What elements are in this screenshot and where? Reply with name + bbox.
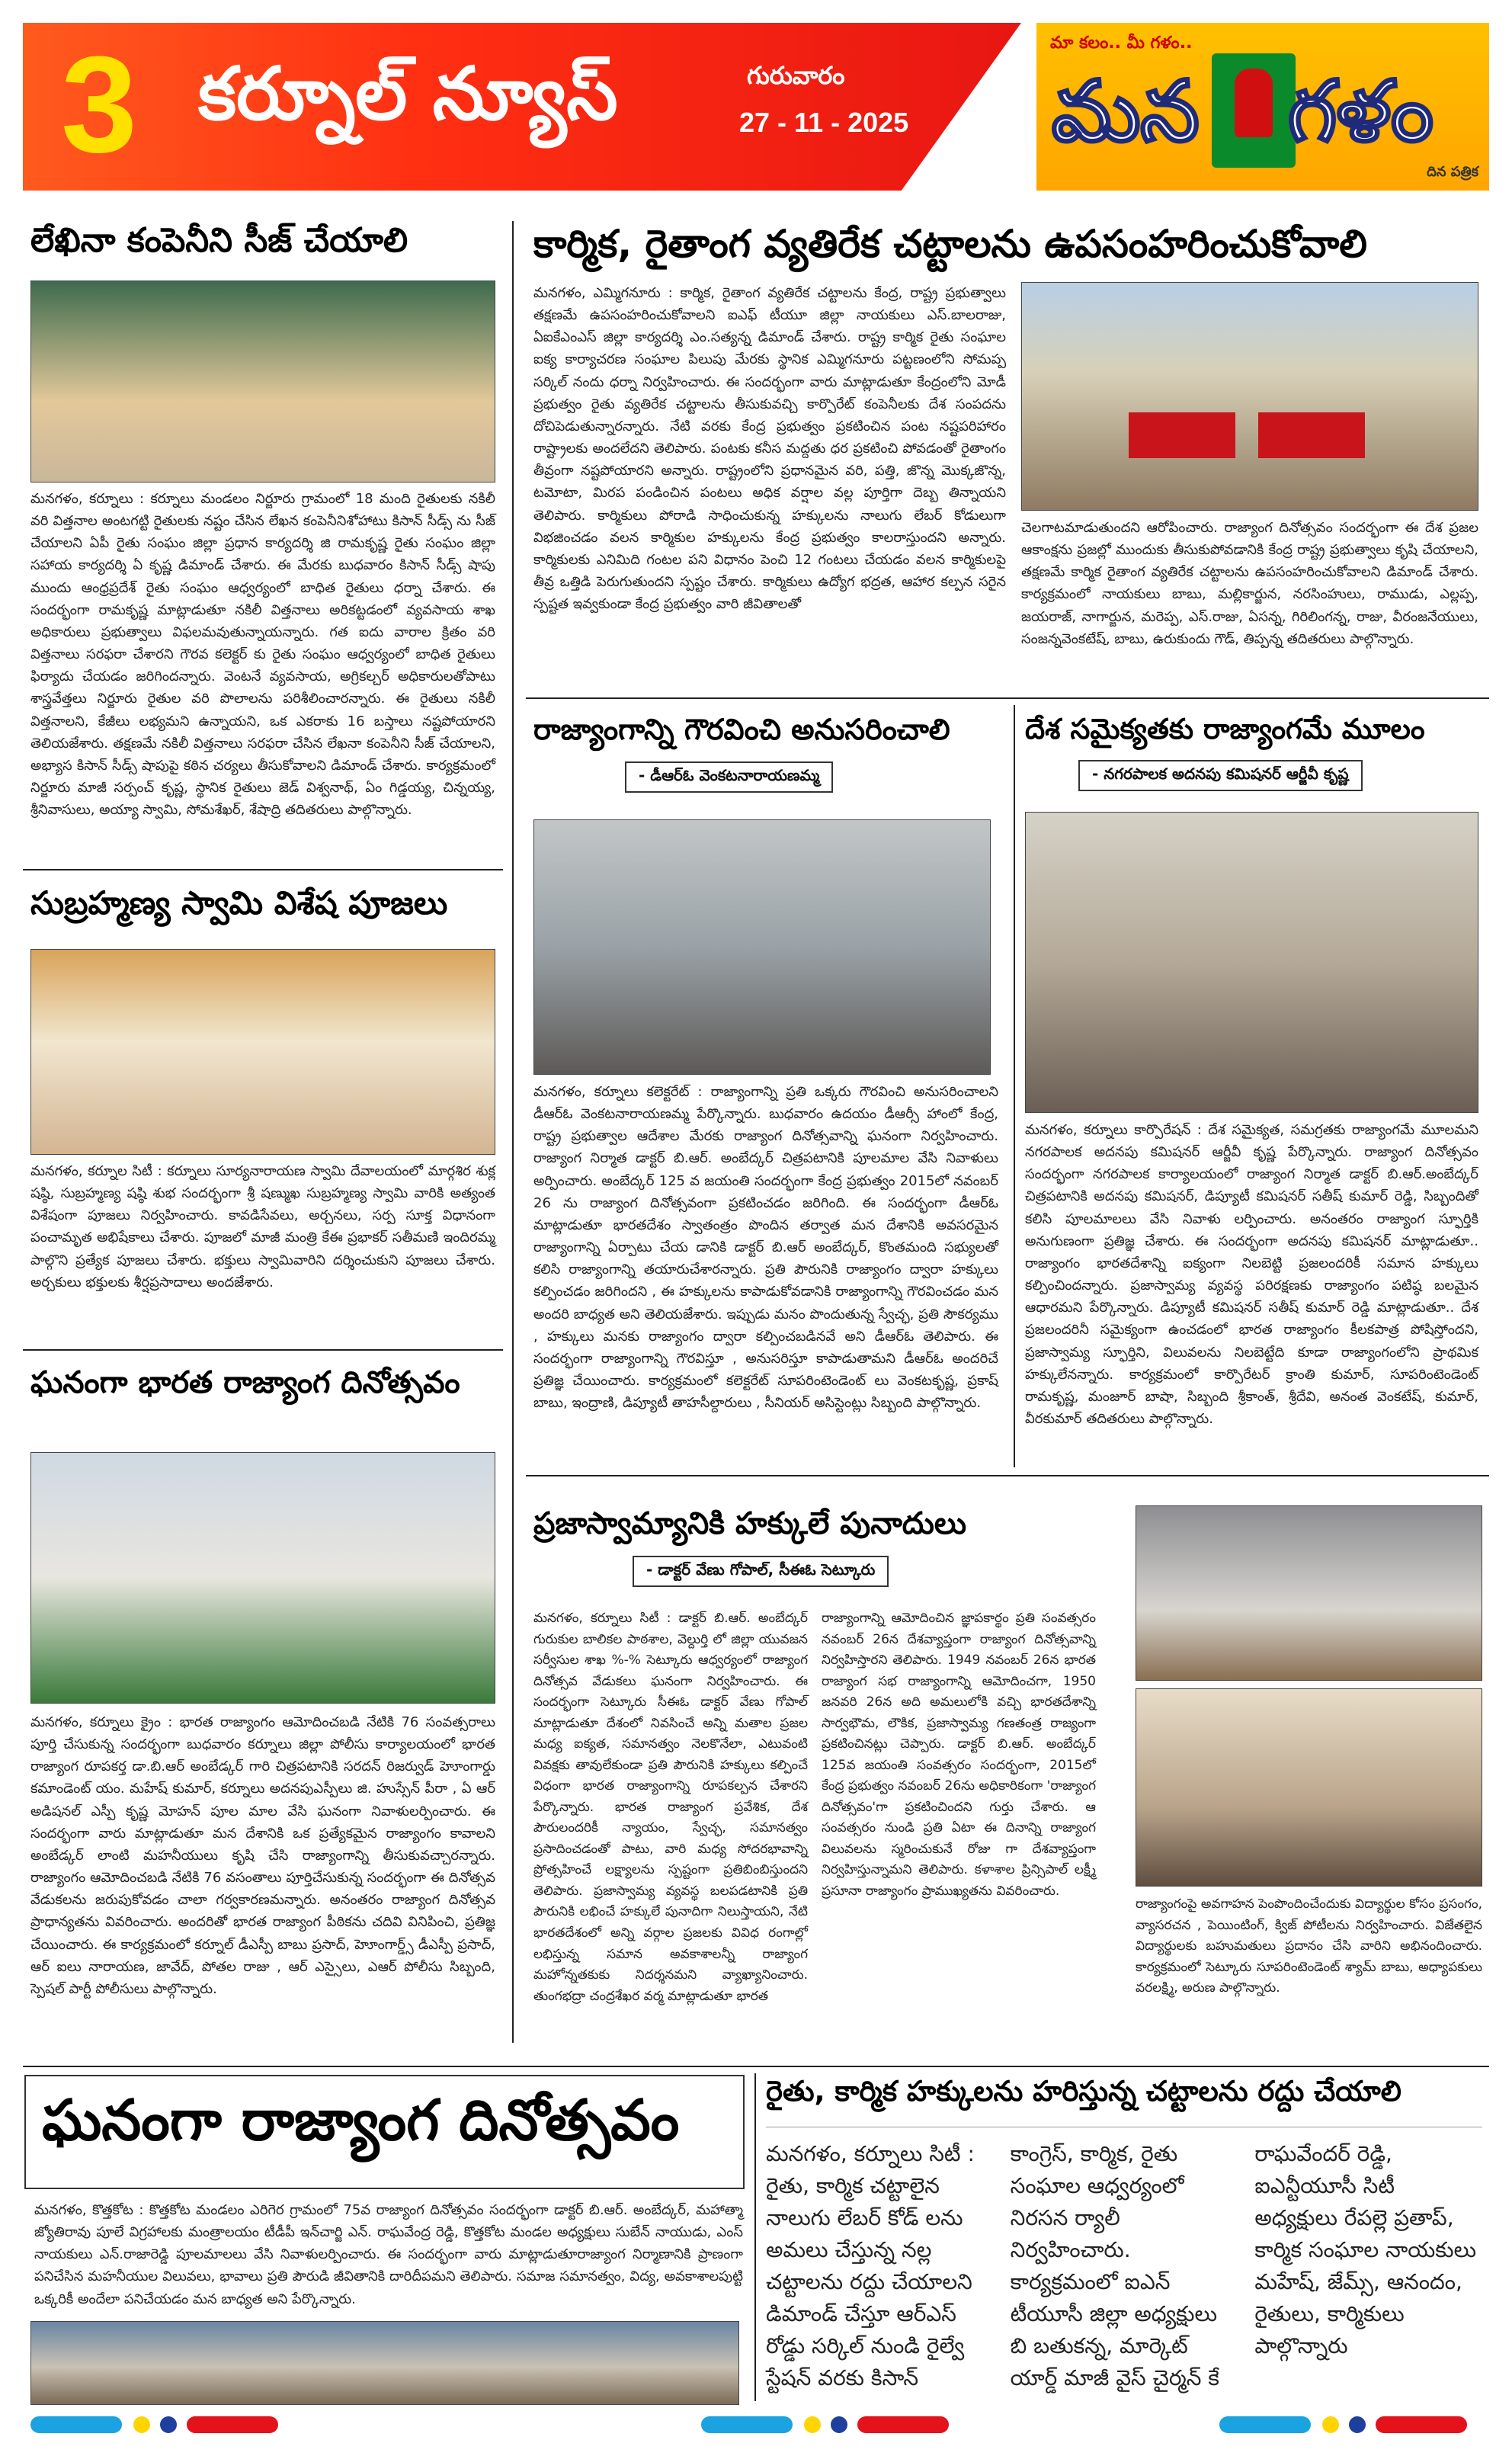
logo-word-mana: మన bbox=[1052, 63, 1200, 160]
section-divider bbox=[23, 1349, 503, 1351]
footer-color-bar bbox=[1219, 2416, 1471, 2433]
article-body: మనగళం, కర్నూలు కార్పొరేషన్ : దేశ సమైక్యత, సమగ్రతకు రాజ్యాంగమే మూలమని నగరపాలక అదనపు కమిషనర్ ఆర్జీవీ కృష్ణ పేర్కొన్నారు. రాజ్యాంగ దినోత్సవం సందర్భంగా నగరపాలక కార్యాలయంలో రాజ్యాంగ నిర్మాత డాక్టర్ బి.ఆర్.అంబేద్కర్ చిత్రపటానికి అదనపు కమిషనర్, డిప్యూటీ కమిషనర్ సతీష్ కుమార్ రెడ్డి, సిబ్బందితో కలిసి పూలమాలలు వేసి నివాళు లర్పించారు. అనంతరం రాజ్యాంగ స్ఫూర్తికి అనుగుణంగా ప్రతిజ్ఞ చేశారు. ఈ సందర్భంగా అదనపు కమిషనర్ మాట్లాడుతూ.. రాజ్యాంగం భారతదేశాన్ని ఐక్యంగా నిలబెట్టి ప్రజలందరికీ సమాన హక్కులు కల్పించిందన్నారు. ప్రజాస్వామ్య వ్యవస్థ పరిరక్షణకు రాజ్యాంగం పటిష్ఠ బలమైన ఆధారమని పేర్కొన్నారు. డిప్యూటీ కమిషనర్ సతీష్ కుమార్ రెడ్డి మాట్లాడుతూ.. దేశ ప్రజలందరినీ సమైక్యంగా ఉంచడంలో భారత రాజ్యాంగం కీలకపాత్ర పోషిస్తోందని, ప్రజాస్వామ్య స్ఫూర్తిని, విలువలను నిలబెట్టేది కూడా రాజ్యాంగంలోని ప్రాథమిక హక్కులేనన్నారు. కార్యక్రమంలో కార్పొరేటర్ క్రాంతి కుమార్, సూపరింటెండెంట్ రామకృష్ణ, మంజూర్ బాషా, సిబ్బంది శ్రీకాంత్, శ్రీదేవి, అనంత వెంకటేష్, కుమార్, వీరకుమార్ తదితరులు పాల్గొన్నారు. bbox=[1025, 1122, 1478, 1428]
article-column-2: కాంగ్రెస్, కార్మిక, రైతు సంఘాల ఆధ్వర్యంలో నిరసన ర్యాలీ నిర్వహించారు. కార్యక్రమంలో ఐఎన్ టీయూసీ జిల్లా అధ్యక్షులు బి బతుకన్న, మార్కెట్ యార్డ్ మాజీ వైస్ చైర్మన్ కే bbox=[1010, 2141, 1219, 2390]
section-divider bbox=[23, 869, 503, 870]
byline: - నగరపాలక అదనపు కమిషనర్ ఆర్జీవీ కృష్ణ bbox=[1078, 760, 1363, 791]
article-body-continued: చెలగాటమాడుతుందని ఆరోపించారు. రాజ్యాంగ దినోత్సవం సందర్భంగా ఈ దేశ ప్రజల ఆకాంక్షను ప్రజల్లో ముందుకు తీసుకుపోవడానికి కేంద్ర రాష్ట్ర ప్రభుత్వాలు కృషి చేయాలని, తక్షణమే కార్మిక రైతాంగ వ్యతిరేక చట్టాలను ఉపసంహరించుకోవాలని డిమాండ్ చేశారు. కార్యక్రమంలో నాయకులు బాబు, మల్లికార్జున, నరసింహులు, రాముడు, ఎల్లప్ప, జయరాజ్, నాగార్జున, మరెప్ప, ఎస్.రాజు, ఏసన్న, గిరిలింగన్న, రాజు, వీరంజనేయులు, సంజన్నవెంకటేష్, బాబు, ఉరుకుందు గౌడ్, తిప్పన్న తదితరులు పాల్గొన్నారు. bbox=[1021, 520, 1478, 647]
article-labour-laws bbox=[533, 221, 1486, 267]
headline: రైతు, కార్మిక హక్కులను హరిస్తున్న చట్టాలను రద్దు చేయాలి bbox=[766, 2075, 1401, 2108]
newspaper-logo bbox=[1036, 23, 1489, 191]
masthead bbox=[23, 23, 1489, 191]
article-subrahmanya-puja bbox=[30, 884, 503, 922]
raised-fist-icon bbox=[1212, 53, 1296, 168]
article-body: మనగళం, ఎమ్మిగనూరు : కార్మిక, రైతాంగ వ్యతిరేక చట్టాలను కేంద్ర, రాష్ట్ర ప్రభుత్వాలు తక్షణమే ఉపసంహరించుకోవాలని ఐఎఫ్ టీయూ జిల్లా నాయకులు ఎస్.బాలరాజు, ఏఐకేఎంఎస్ జిల్లా కార్యదర్శి ఎం.సత్యన్న డిమాండ్ చేశారు. రాష్ట్ర కార్మిక రైతు సంఘాల ఐక్య కార్యాచరణ సంఘాల పిలుపు మేరకు స్థానిక ఎమ్మిగనూరు పట్టణంలోని సోమప్ప సర్కిల్ నందు ధర్నా నిర్వహించారు. ఈ సందర్భంగా వారు మాట్లాడుతూ కేంద్రంలోని మోడీ ప్రభుత్వం రైతు వ్యతిరేక చట్టాలను తీసుకువచ్చి కార్పొరేట్ కంపెనీలకు దేశ సంపదను దోచిపెడుతున్నారన్నారు. నేటి వరకు కేంద్ర ప్రభుత్వం ప్రకటించిన పంట నష్టపరిహారం రాష్ట్రాలకు అందలేదని తెలిపారు. పంటకు కనీస మద్దతు ధర ప్రకటించి పోవడంతో రైతాంగం తీవ్రంగా నష్టపోయారని అన్నారు. రాష్ట్రంలోని ప్రధానమైన వరి, పత్తి, జొన్న మొక్కజొన్న, టమోటా, మిరప పండించిన పంటలు అధిక వర్షాల వల్ల పూర్తిగా దెబ్బ తిన్నాయని తెలిపారు. కార్మికులు పోరాడి సాధించుకున్న హక్కులను నాలుగు లేబర్ కోడులుగా విభజించడం వలన కార్మికుల హక్కులను కేంద్ర ప్రభుత్వం కాలరాస్తుందని అన్నారు. కార్మికులకు ఎనిమిది గంటల పని విధానం పెంచి 12 గంటలు చేయడం వలన కార్మికులపై తీవ్ర ఒత్తిడి పెరుగుతుందని స్పష్టం చేశారు. కార్మికులు ఉద్యోగ భద్రత, ఆహార కల్పన సరైన స్పష్టత ఇవ్వకుండా కేంద్ర ప్రభుత్వం వారి జీవితాలతో bbox=[533, 285, 1006, 613]
photo-corporation-pledge bbox=[1025, 812, 1478, 1113]
article-column-1: మనగళం, కర్నూలు సిటీ : రైతు, కార్మిక చట్టాలైన నాలుగు లేబర్ కోడ్ లను అమలు చేస్తున్న నల్ల చట్టాలను రద్దు చేయాలని డిమాండ్ చేస్తూ ఆర్ఎస్ రోడ్డు సర్కిల్ నుండి రైల్వే స్టేషన్ వరకు కిసాన్ bbox=[766, 2141, 975, 2390]
article-column-3: రాఘవేందర్ రెడ్డి, ఐఎన్టీయూసీ సిటీ అధ్యక్షులు రేపల్లె ప్రతాప్, కార్మిక సంఘాల నాయకులు మహేష్, జేమ్స్, ఆనందం, రైతులు, కార్మికులు పాల్గొన్నారు bbox=[1254, 2141, 1477, 2358]
article-body-continued: రాజ్యాంగాన్ని ఆమోదించిన జ్ఞాపకార్థం ప్రతి సంవత్సరం నవంబర్ 26న దేశవ్యాప్తంగా రాజ్యాంగ దినోత్సవాన్ని నిర్వహిస్తారని తెలిపారు. 1949 నవంబర్ 26న భారత రాజ్యాంగ సభ రాజ్యాంగాన్ని ఆమోదించగా, 1950 జనవరి 26న అది అమలులోకి వచ్చి భారతదేశాన్ని సార్వభౌమ, లౌకిక, ప్రజాస్వామ్య గణతంత్ర రాజ్యంగా ప్రకటించినట్లు చెప్పారు. డాక్టర్ బి.ఆర్. అంబేద్కర్ 125వ జయంతి సంవత్సరం సందర్భంగా, 2015లో కేంద్ర ప్రభుత్వం నవంబర్ 26ను అధికారికంగా 'రాజ్యాంగ దినోత్సవం'గా ప్రకటించిందని గుర్తు చేశారు. ఆ సంవత్సరం నుండి ప్రతి ఏటా ఈ దినాన్ని రాజ్యాంగ విలువలను స్మరించుకునే రోజు గా దేశవ్యాప్తంగా నిర్వహిస్తున్నామని తెలిపారు. కళాశాల ప్రిన్సిపాల్ లక్ష్మీ ప్రసూనా రాజ్యాంగం ప్రాముఖ్యతను వివరించారు. bbox=[822, 1611, 1096, 1899]
article-kothakota-constitution bbox=[42, 2087, 728, 2155]
footer-color-bar bbox=[701, 2416, 953, 2433]
headline: సుబ్రహ్మణ్య స్వామి విశేష పూజలు bbox=[30, 884, 448, 922]
article-body: మనగళం, కర్నూలు : కర్నూలు మండలం నిర్జూరు గ్రామంలో 18 మంది రైతులకు నకిలీ వరి విత్తనాల అంటగట్టి రైతులకు నష్టం చేసిన లేఖన కంపెనీనిశోహాటు కిసాన్ సీడ్స్ ను సీజ్ చేయాలని ఏపీ రైతు సంఘం జిల్లా ప్రధాన కార్యదర్శి జి రామకృష్ణ రైతు సంఘం జిల్లా సహాయ కార్యదర్శి ఏ కృష్ణ డిమాండ్ చేశారు. ఈ మేరకు బుధవారం కిసాన్ సీడ్స్ షాపు ముందు ఆంధ్రప్రదేశ్ రైతు సంఘం ఆధ్వర్యంలో బాధిత రైతులు ధర్నా చేశారు. ఈ సందర్భంగా రామకృష్ణ మాట్లాడుతూ నకిలీ విత్తనాలు అరికట్టడంలో వ్యవసాయ శాఖ అధికారులు ప్రభుత్వాలు విఫలమవుతున్నాయన్నారు. గత ఐదు వారాల క్రితం వరి విత్తనాలు సరఫరా చేశారని గౌరవ కలెక్టర్ కు రైతు సంఘం ఆధ్వర్యంలో బాధిత రైతులు ఫిర్యాదు చేయడం జరిగిందన్నారు. వెంటనే వ్యవసాయ, అగ్రికల్చర్ అధికారులతోపాటు శాస్త్రవేత్తలు నిర్జూరు రైతుల వరి పొలాలను పరిశీలించారన్నారు. ఈ రైతులు నకిలీ విత్తనాలని, కేజీలు లభ్యమని ఉన్నాయని, ఒక ఎకరాకు 16 బస్తాలు నష్టపోయారని తెలియజేశారు. తక్షణమే నకిలీ విత్తనాలు సరఫరా చేసిన లేఖనా కంపెనీని సీజ్ చేయాలని, అభ్యాస కిసాన్ సీడ్స్ షాపుపై కఠిన చర్యలు తీసుకోవాలని డిమాండ్ చేశారు. కార్యక్రమంలో నిర్జూరు మాజీ సర్పంచ్ కృష్ణ, స్థానిక రైతులు జెడ్ విశ్వనాథ్, ఏం గిడ్డయ్య, చిన్నయ్య, శ్రీనివాసులు, అయ్యా స్వామి, సోమశేఖర్, శేషాద్రి తదితరులు పాల్గొన్నారు. bbox=[30, 491, 495, 819]
logo-subtitle: దిన పత్రిక bbox=[1427, 164, 1478, 180]
headline: ఘనంగా రాజ్యాంగ దినోత్సవం bbox=[42, 2088, 680, 2153]
photo-collectorate-pledge bbox=[533, 819, 991, 1075]
photo-union-rally bbox=[1021, 282, 1478, 511]
article-democracy-rights bbox=[533, 1505, 1128, 1587]
photo-farmers-protest-shop bbox=[30, 281, 495, 483]
page-number: 3 bbox=[61, 28, 138, 181]
photo-ambedkar-statue bbox=[30, 2321, 739, 2405]
headline: కార్మిక, రైతాంగ వ్యతిరేక చట్టాలను ఉపసంహరించుకోవాలి bbox=[533, 222, 1367, 266]
article-respect-constitution bbox=[533, 713, 1006, 793]
photo-temple-puja bbox=[30, 949, 495, 1155]
row-divider bbox=[23, 2066, 1489, 2067]
column-divider bbox=[1014, 705, 1015, 1467]
headline: రాజ్యాంగాన్ని గౌరవించి అనుసరించాలి bbox=[533, 713, 950, 746]
issue-date: 27 - 11 - 2025 bbox=[739, 107, 909, 138]
article-police-constitution-day bbox=[30, 1364, 503, 1401]
article-unity-constitution bbox=[1025, 713, 1482, 791]
section-divider bbox=[526, 1475, 1489, 1476]
article-body: మనగళం, కర్నూలు క్రైం : భారత రాజ్యాంగం ఆమోదించబడి నేటికి 76 సంవత్సరాలు పూర్తి చేసుకున్న సందర్భంగా బుధవారం కర్నూలు జిల్లా పోలీసు కార్యాలయంలో భారత రాజ్యాంగ రూపకర్త డా.బి.ఆర్ అంబేడ్కర్ గారి చిత్రపటానికి సరదన్ రిజర్వుడ్ హెూంగార్డు కమాండెంట్ యం. మహేష్ కుమార్, కర్నూలు అదనపుఎస్పీలు జి. హుస్సేన్ పీరా , ఏ ఆర్ అడిషనల్ ఎస్పీ కృష్ణ మోహన్ పూల మాల వేసి ఘనంగా నివాళులర్పించారు. ఈ సందర్భంగా వారు మాట్లాడుతూ మన దేశానికి ఒక ప్రత్యేకమైన రాజ్యాంగం కావాలని అంబేడ్కర్ లాంటి మహనీయులు కృషి చేసి రాజ్యాంగాన్ని తీసుకువచ్చారన్నారు. రాజ్యాంగం ఆమోదించబడి నేటికి 76 వసంతాలు పూర్తిచేసుకున్న సందర్భంగా ఈ దినోత్సవ వేడుకలను జరుపుకోవడం చాలా గర్వకారణమన్నారు. అనంతరం రాజ్యాంగ దినోత్సవ ప్రాధాన్యతను వివరించారు. అందరితో భారత రాజ్యాంగ పీఠికను చదివి వినిపించి, ప్రతిజ్ఞ చేయించారు. ఈ కార్యక్రమంలో కర్నూల్ డీఎస్పీ బాబు ప్రసాద్, హెూంగార్డ్స్ డీఎస్పీ ప్రసాద్, ఆర్ ఐలు నారాయణ, జావేద్, పోతల రాజు , ఆర్ ఎస్సైలు, ఎఆర్ పోలీసు సిబ్బంది, స్పెషల్ పార్టీ పోలీసులు పాల్గొన్నారు. bbox=[30, 1714, 495, 1997]
issue-day: గురువారం bbox=[747, 61, 845, 90]
article-body-continued: రాజ్యాంగంపై అవగాహన పెంపొందించేందుకు విద్యార్థుల కోసం ప్రసంగం, వ్యాసరచన , పెయింటింగ్, క్విజ్ పోటీలను నిర్వహించారు. విజేతలైన విద్యార్థులకు బహుమతులు ప్రదానం చేసి వారిని అభినందించారు. కార్యక్రమంలో సెట్కూరు సూపరింటెండెంట్ శ్యామ్ బాబు, అధ్యాపకులు వరలక్ష్మి, అరుణ పాల్గొన్నారు. bbox=[1136, 1896, 1482, 1996]
headline: లేఖినా కంపెనీని సీజ్ చేయాలి bbox=[30, 221, 408, 260]
section-title: కర్నూల్ న్యూస్ bbox=[198, 51, 618, 136]
article-repeal-laws bbox=[766, 2075, 1486, 2108]
logo-tagline: మా కలం.. మీ గళం.. bbox=[1050, 34, 1193, 53]
banner-iftu bbox=[1258, 412, 1365, 458]
article-seize-company bbox=[30, 221, 503, 261]
banner-aikms bbox=[1129, 412, 1235, 458]
headline: ఘనంగా భారత రాజ్యాంగ దినోత్సవం bbox=[30, 1365, 460, 1400]
article-body: మనగళం, కర్నూలు కలెక్టరేట్ : రాజ్యాంగాన్ని ప్రతి ఒక్కరు గౌరవించి అనుసరించాలని డీఆర్ఓ వెంకటనారాయణమ్మ పేర్కొన్నారు. బుధవారం ఉదయం డీఆర్సీ హాంలో కేంద్ర, రాష్ట్ర ప్రభుత్వాల ఆదేశాల మేరకు రాజ్యాంగ దినోత్సవాన్ని ఘనంగా నిర్వహించారు. రాజ్యాంగ నిర్మాత డాక్టర్ బి.ఆర్. అంబేద్కర్ చిత్రపటానికి పూలమాల వేసి నివాళులు అర్పించారు. అంబేద్కర్ 125 వ జయంతి సందర్భంగా కేంద్ర ప్రభుత్వం 2015లో నవంబర్ 26 ను రాజ్యాంగ దినోత్సవంగా ప్రకటించడం జరిగింది. ఈ సందర్భంగా డీఆర్ఓ మాట్లాడుతూ భారతదేశం స్వాతంత్రం పొందిన తర్వాత మన దేశానికి అవసరమైన రాజ్యాంగాన్ని ఏర్పాటు చేయ డానికి డాక్టర్ బి.ఆర్ అంబేద్కర్, కొంతమంది సభ్యులతో కలిసి రాజ్యాంగాన్ని తయారుచేశారన్నారు. ప్రతి పౌరునికి రాజ్యాంగం ద్వారా హక్కులు కల్పించడం జరిగిందని , ఈ హక్కులను కాపాడుకోవడానికి రాజ్యాంగాన్ని గౌరవించడం మన అందరి బాధ్యత అని తెలియజేశారు. ఇప్పుడు మనం పొందుతున్న స్వేచ్ఛ, ప్రతి సౌకర్యము , హక్కులు మనకు రాజ్యాంగం ద్వారా కల్పించబడినవే అని డీఆర్ఓ తెలిపారు. ఈ సందర్భంగా రాజ్యాంగాన్ని గౌరవిస్తూ , అనుసరిస్తూ కాపాడుతామని డీఆర్ఓ అందరిచే ప్రతిజ్ఞ చేయించారు. కార్యక్రమంలో కలెక్టరేట్ సూపరింటెండెంట్ లు వెంకటకృష్ణ, ప్రకాష్ బాబు, ఇంద్రాణి, డిప్యూటీ తాహసీల్దారులు , సీనియర్ అసిస్టెంట్లు సిబ్బంది పాల్గొన్నారు. bbox=[533, 1084, 998, 1412]
column-divider bbox=[754, 2073, 756, 2401]
section-divider bbox=[526, 697, 1489, 699]
column-divider bbox=[512, 221, 514, 2043]
logo-word-galam: గళం bbox=[1288, 63, 1434, 160]
article-body: మనగళం, కొత్తకోట : కొత్తకోట మండలం ఎరిగెర గ్రామంలో 75వ రాజ్యాంగ దినోత్సవం సందర్భంగా డాక్టర్ బి.ఆర్. అంబేద్కర్, మహాత్మా జ్యోతిరావు పూలే విగ్రహాలకు మంత్రాలయం టీడీపీ ఇన్‌చార్జి ఎన్. రాఘవేంద్ర రెడ్డి, కొత్తకోట మండల అధ్యక్షులు సుబేన్ నాయుడు, ఎంస్ నాయకులు ఎన్.రాజారెడ్డి పూలమాలలు వేసి నివాళులర్పించారు. ఈ సందర్భంగా వారు మాట్లాడుతూరాజ్యాంగ నిర్మాణానికి ప్రాణంగా పనిచేసిన మహనీయుల విలువలు, భావాలు ప్రతి పౌరుడి జీవితానికి దారిదీపమని తెలిపారు. సమాజ సమానత్వం, విద్య, అవకాశాలపుట్టి ఒక్కరికీ అందేలా పనిచేయడం మన బాధ్యత అని పేర్కొన్నారు. bbox=[34, 2202, 743, 2307]
article-body: మనగళం, కర్నూలు సిటీ : డాక్టర్ బి.ఆర్. అంబేద్కర్ గురుకుల బాలికల పాఠశాల, వెల్దుర్తి లో జిల్లా యువజన సర్వీసుల శాఖ %-% సెట్కూరు ఆధ్వర్యంలో రాజ్యాంగ దినోత్సవ వేడుకలు ఘనంగా నిర్వహించారు. ఈ సందర్భంగా సెట్కూరు సీఈఓ డాక్టర్ వేణు గోపాల్ మాట్లాడుతూ దేశంలో నివసించే అన్ని మతాల ప్రజల మధ్య ఐక్యత, సమానత్వం నెలకొనేలా, ఎటువంటి వివక్షకు తావులేకుండా ప్రతి పౌరునికి హక్కులు కల్పించే విధంగా భారత రాజ్యాంగాన్ని రూపకల్పన చేశారని పేర్కొన్నారు. భారత రాజ్యాంగ ప్రవేశిక, దేశ పౌరులందరికీ న్యాయం, స్వేచ్ఛ, సమానత్వం ప్రసాదించడంతో పాటు, వారి మధ్య సోదరభావాన్ని ప్రోత్సహించే లక్ష్యాలను స్పష్టంగా ప్రతిబింబిస్తుందని తెలిపారు. ప్రజాస్వామ్య వ్యవస్థ బలపడటానికి ప్రతి పౌరునికి లభించే హక్కులే పునాదిగా నిలుస్తాయని, నేటి భారతదేశంలో అన్ని వర్గాల ప్రజలకు వివిధ రంగాల్లో లభిస్తున్న సమాన అవకాశాలన్నీ రాజ్యాంగ మహోన్నతకుకు నిదర్శనమని వ్యాఖ్యానించారు. తుంగభద్రా చంద్రశేఖర వర్మ మాట్లాడుతూ భారత bbox=[533, 1611, 808, 2004]
byline: - డీఆర్ఓ వెంకటనారాయణమ్మ bbox=[625, 761, 833, 793]
photo-students-prizes bbox=[1136, 1688, 1482, 1887]
headline: ప్రజాస్వామ్యానికి హక్కులే పునాదులు bbox=[533, 1506, 967, 1541]
article-columns bbox=[766, 2138, 1482, 2394]
photo-school-event bbox=[1136, 1505, 1482, 1681]
footer-color-bar bbox=[30, 2416, 282, 2433]
headline: దేశ సమైక్యతకు రాజ్యాంగమే మూలం bbox=[1025, 713, 1425, 745]
byline: - డాక్టర్ వేణు గోపాల్, సీఈఓ సెట్కూరు bbox=[633, 1556, 889, 1587]
photo-police-tribute bbox=[30, 1452, 495, 1704]
article-body: మనగళం, కర్నూల సిటీ : కర్నూలు సూర్యనారాయణ స్వామి దేవాలయంలో మార్గశిర శుక్ల షష్ఠి, సుబ్రహ్మణ్య షష్ఠి శుభ సందర్భంగా శ్రీ షణ్ముఖ సుబ్రహ్మణ్య స్వామి వారికి అత్యంత విశేషంగా పూజలు నిర్వహించారు. కావడిసేవలు, అర్చనలు, సర్ప సూక్త విధానంగా పంచామృత అభిషేకాలు చేశారు. పూజలో మాజీ మంత్రి కేఈ ప్రభాకర్ సతీమణి ఇందిరమ్మ పాల్గొని ప్రత్యేక పూజలు చేశారు. భక్తులు స్వామివారిని దర్శించుకుని పూజలు చేశారు. అర్చకులు భక్తులకు శీర్షప్రసాదాలు అందజేశారు. bbox=[30, 1163, 495, 1290]
